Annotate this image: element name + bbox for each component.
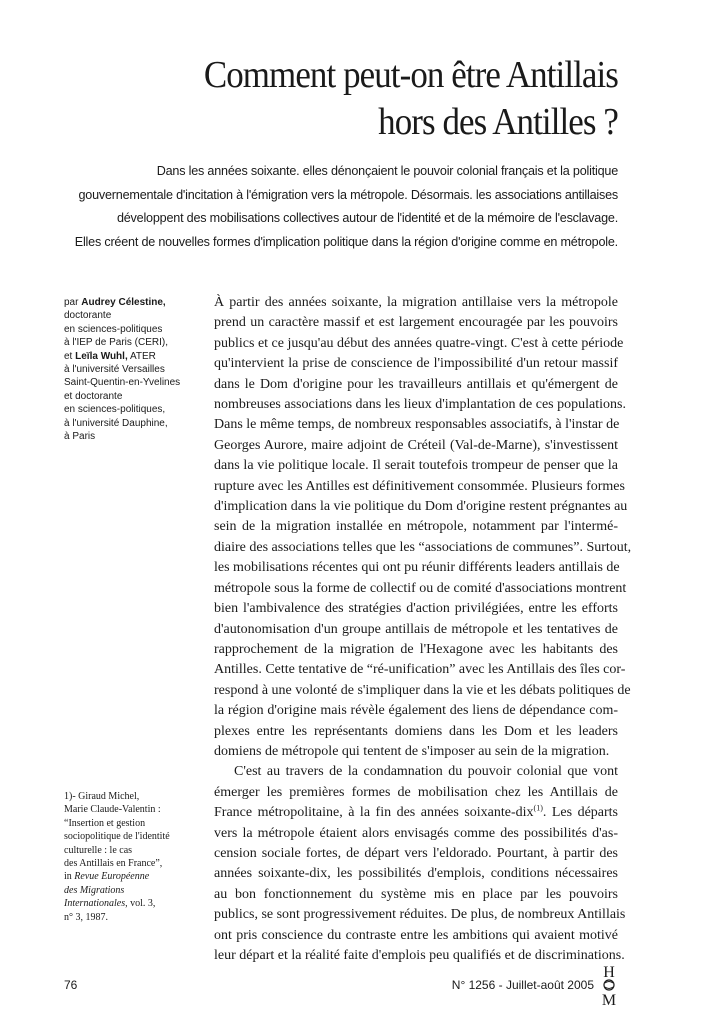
footnote-line: Marie Claude-Valentin :	[64, 804, 161, 816]
body-line: publics, se sont progressivement réduites. De plus, de nombreux Antillais	[214, 907, 626, 923]
footnote-line: “Insertion et gestion	[64, 817, 146, 829]
body-line: prend un caractère massif et est largement encouragée par les pouvoirs	[214, 315, 618, 331]
byline-line: en sciences-politiques	[64, 323, 163, 335]
body-line: qu'intervient la prise de conscience de l'impossibilité d'un retour massif	[214, 356, 618, 372]
body-line: C'est au travers de la condamnation du pouvoir colonial que vont	[234, 764, 618, 780]
body-line: Antilles. Cette tentative de “ré-unification” avec les Antillais des îles cor-	[214, 662, 626, 678]
body-line: d'implication dans la vie politique du Dom d'origine restent prégnantes au	[214, 499, 628, 515]
footnote-vol-line	[64, 897, 198, 910]
title-line-1: Comment peut-on être Antillais	[203, 54, 618, 96]
body-line: années soixante-dix, les possibilités d'emplois, conditions nécessaires	[214, 866, 618, 882]
article-body	[214, 293, 632, 966]
hm-logo-icon	[597, 964, 621, 1008]
body-line: publics et ce jusqu'au début des années quatre-vingt. C'est à cette période	[214, 335, 624, 351]
page-number: 76	[64, 978, 78, 992]
byline-line: doctorante	[64, 310, 112, 322]
lede-line: Dans les années soixante. elles dénonçaient le pouvoir colonial français et la politique	[156, 164, 618, 178]
footnote-line: sociopolitique de l'identité	[64, 831, 170, 843]
body-line: dans le Dom d'origine pour les travailleurs antillais et qu'émergent de	[214, 376, 618, 392]
journal-name: Revue Européenne	[74, 871, 150, 883]
byline-author1-line	[64, 296, 194, 309]
body-line: rapprochement de la migration de l'Hexagone avec les habitants des	[214, 641, 618, 657]
body-fragment: . Les départs	[542, 805, 618, 821]
body-line: leur départ et la réalité faite d'emplois peu qualifiés et de discriminations.	[214, 948, 625, 963]
paragraph-2	[214, 762, 626, 966]
body-line: diaire des associations telles que les “associations de communes”. Surtout,	[214, 539, 632, 555]
byline-line: en sciences-politiques,	[64, 404, 166, 416]
journal-name: Internationales,	[64, 898, 128, 910]
body-line: plexes entre les représentants domiens dans les Dom et les leaders	[214, 723, 618, 739]
footnote-line: n° 3, 1987.	[64, 911, 108, 923]
byline-line: à l'IEP de Paris (CERI),	[64, 337, 168, 349]
footnote-line: des Antillais en France”,	[64, 858, 163, 870]
body-fragment: France métropolitaine, à la fin des années soixante-dix	[214, 805, 534, 821]
footnote-in: in	[64, 871, 75, 883]
byline-joiner: et	[64, 350, 76, 362]
body-line: À partir des années soixante, la migration antillaise vers la métropole	[214, 295, 618, 310]
author1-name: Audrey Célestine,	[81, 297, 166, 308]
author2-role: ATER	[127, 350, 156, 362]
lede-line: développent des mobilisations collectives autour de l'identité et de la mémoire de l'esclavage.	[116, 211, 618, 225]
byline-line: à l'université Dauphine,	[64, 417, 168, 429]
byline-line: à Paris	[64, 431, 96, 443]
logo-letter-h: H	[603, 964, 615, 981]
body-line: au bon fonctionnement du système mis en place par les pouvoirs	[214, 886, 618, 902]
body-line: nombreuses associations dans les lieux d'implantation de ces populations.	[214, 397, 626, 413]
body-line: cension sociale fortes, de départ vers l'eldorado. Pourtant, à partir des	[214, 845, 618, 861]
title-line-2: hors des Antilles ?	[378, 101, 618, 143]
footnote-journal-line	[64, 870, 198, 883]
byline-line: et doctorante	[64, 390, 123, 402]
body-line: dans la vie politique locale. Il serait toutefois trompeur de penser que la	[214, 458, 618, 474]
body-line: rupture avec les Antilles est définitivement consommée. Plusieurs formes	[214, 478, 625, 494]
lede-line: Elles créent de nouvelles formes d'implication politique dans la région d'origine comme en métropole.	[74, 234, 618, 249]
footnote-volume: vol. 3,	[127, 898, 156, 910]
logo-letter-m: M	[601, 992, 617, 1008]
issue-info: N° 1256 - Juillet-août 2005	[451, 978, 594, 992]
body-line: la région d'origine mais révèle également des liens de dépendance com-	[214, 703, 618, 719]
body-line: ont pris conscience du contraste entre les ambitions qui avaient motivé	[214, 927, 618, 943]
journal-name: des Migrations	[64, 884, 125, 896]
byline-author2-line	[64, 350, 194, 363]
lede-line: gouvernementale d'incitation à l'émigration vers la métropole. Désormais. les associations antillaises	[78, 187, 618, 202]
body-line: vers la métropole étaient alors envisagés comme des possibilités d'as-	[214, 825, 618, 841]
byline-line: à l'université Versailles	[64, 364, 165, 376]
footnote-line: 1)- Giraud Michel,	[64, 791, 140, 802]
body-line: les mobilisations récentes qui ont pu réunir différents leaders antillais de	[214, 560, 620, 576]
article-title	[103, 52, 618, 146]
article-lede	[0, 160, 618, 254]
byline-prefix: par	[64, 297, 82, 308]
body-line: Dans le même temps, de nombreux responsables associatifs, à l'instar de	[214, 417, 620, 433]
byline-line: Saint-Quentin-en-Yvelines	[64, 377, 181, 389]
paragraph-1	[214, 293, 632, 762]
body-line: métropole sous la forme de collectif ou de comité d'associations montrent	[214, 580, 627, 596]
author2-name: Leïla Wuhl,	[75, 350, 128, 362]
author-byline	[64, 296, 194, 443]
body-line: sein de la migration installée en métropole, notamment par l'intermé-	[214, 519, 618, 535]
body-line: respond à une volonté de s'impliquer dans la vie et les débats politiques de	[214, 682, 631, 698]
footnote-line: culturelle : le cas	[64, 844, 133, 856]
footnote-reference[interactable]: (1)	[533, 803, 543, 813]
body-line: Georges Aurore, maire adjoint de Créteil (Val-de-Marne), s'investissent	[214, 437, 618, 453]
body-line: émerger les premières formes de mobilisation chez les Antillais de	[214, 784, 618, 800]
body-line: domiens de métropole qui tentent de s'imposer au sein de la migration.	[214, 743, 610, 759]
body-line-footnote-ref	[214, 803, 618, 823]
body-line: d'autonomisation d'un groupe antillais de métropole et les tentatives de	[214, 621, 618, 637]
body-line: bien l'ambivalence des stratégies d'action privilégiées, entre les efforts	[214, 601, 618, 617]
footnote	[64, 790, 198, 924]
